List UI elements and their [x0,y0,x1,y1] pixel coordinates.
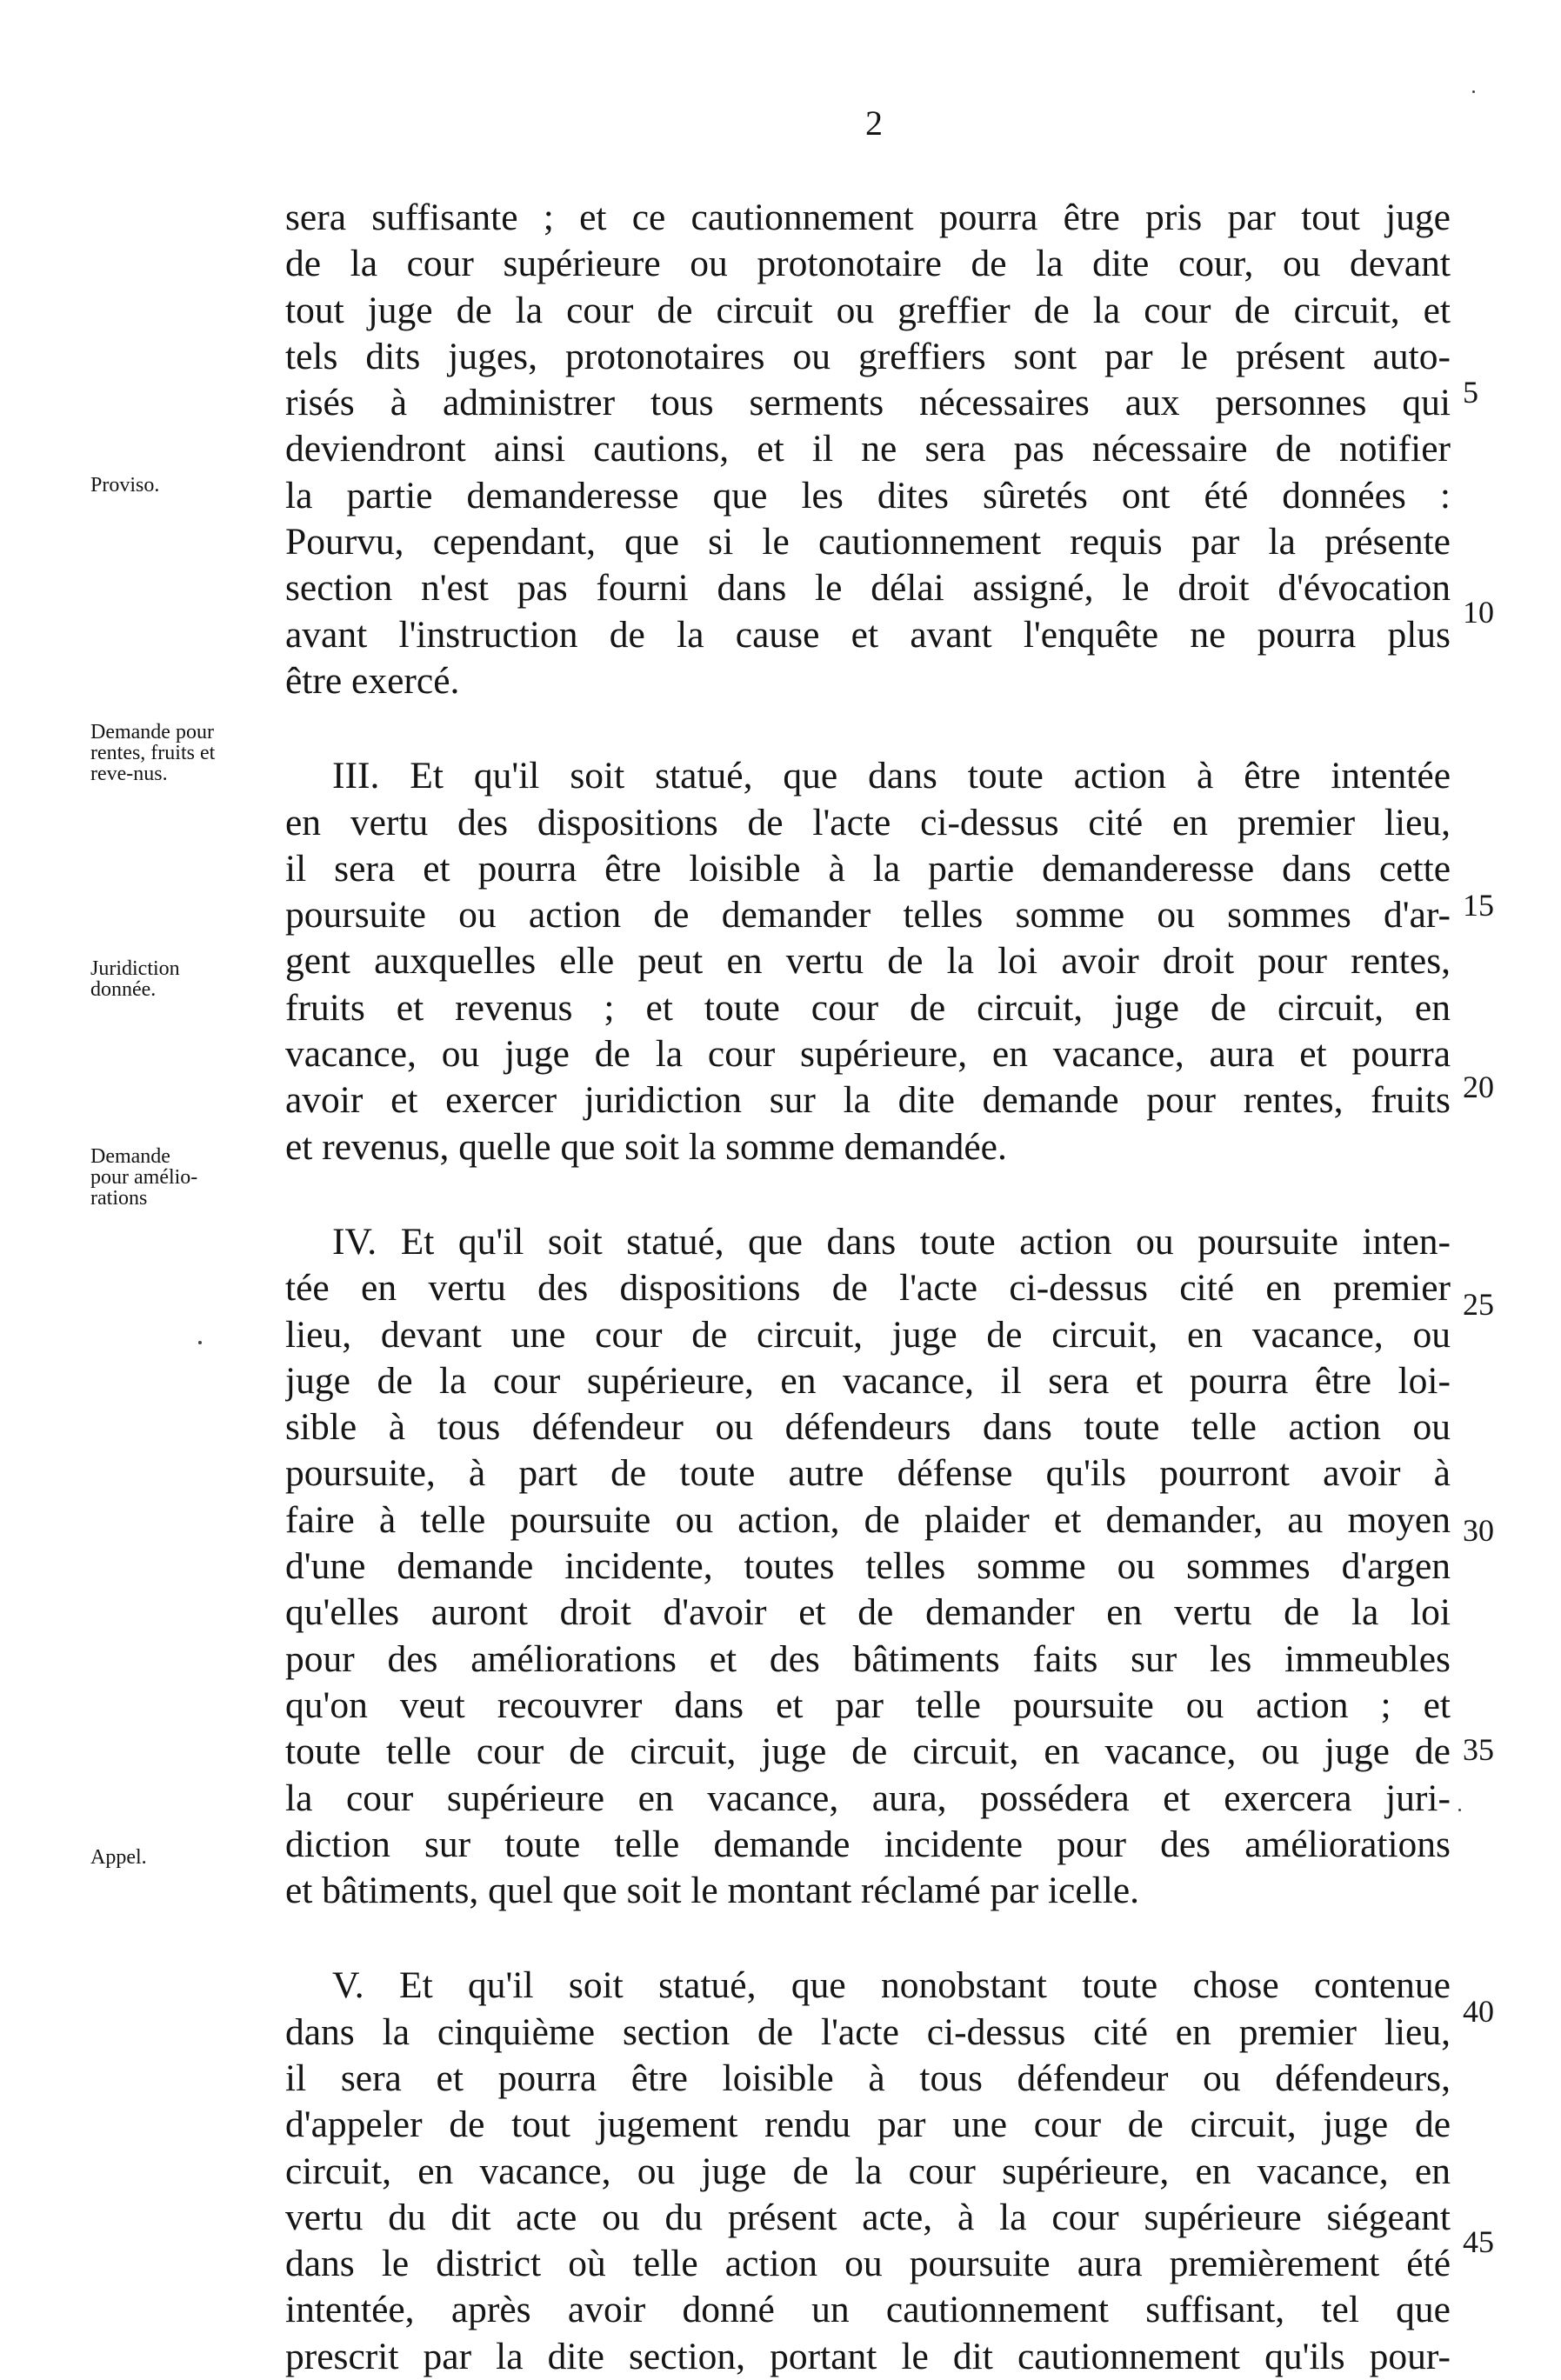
text-line: prescrit par la dite section, portant le dit cautionnement qu'ils pour- [285,2335,1451,2377]
line-number: 45 [1463,2224,1494,2259]
print-speck [198,1341,202,1344]
line-number: 20 [1463,1070,1494,1104]
margin-note-juridiction: Juridiction donnée. [90,957,180,1001]
text-line: intentée, après avoir donné un cautionnement suffisant, tel que [285,2289,1451,2331]
margin-note-demande-rentes: Demande pour rentes, fruits et reve-nus. [90,721,216,785]
text-line: dans le district où telle action ou poursuite aura premièrement été [285,2243,1451,2285]
text-line: poursuite ou action de demander telles somme ou sommes d'ar- [285,894,1451,937]
text-line: la partie demanderesse que les dites sûretés ont été données : [285,474,1451,517]
text-line: Pourvu, cependant, que si le cautionnement requis par la présente [285,521,1451,563]
line-number: 5 [1463,375,1478,410]
text-line: juge de la cour supérieure, en vacance, il sera et pourra être loi- [285,1359,1451,1402]
text-line: tée en vertu des dispositions de l'acte ci-dessus cité en premier [285,1267,1451,1310]
text-line: III. Et qu'il soit statué, que dans toute action à être intentée [332,755,1451,797]
text-line: qu'elles auront droit d'avoir et de demander en vertu de la loi [285,1591,1451,1634]
text-line: de la cour supérieure ou protonotaire de la dite cour, ou devant [285,243,1451,285]
text-line: deviendront ainsi cautions, et il ne sera pas nécessaire de notifier [285,428,1451,470]
text-line: vertu du dit acte ou du présent acte, à la cour supérieure siégeant [285,2196,1451,2238]
text-line: faire à telle poursuite ou action, de plaider et demander, au moyen [285,1498,1451,1541]
text-line: en vertu des dispositions de l'acte ci-dessus cité en premier lieu, [285,801,1451,843]
line-number: 30 [1463,1513,1494,1548]
print-speck [1472,90,1475,93]
text-line: V. Et qu'il soit statué, que nonobstant toute chose contenue [332,1964,1451,2007]
text-line: d'appeler de tout jugement rendu par une cour de circuit, juge de [285,2103,1451,2146]
margin-note-demande-ameliorations: Demande pour amélio-rations [90,1145,198,1210]
text-line: section n'est pas fourni dans le délai assigné, le droit d'évocation [285,567,1451,610]
text-line: sera suffisante ; et ce cautionnement pourra être pris par tout juge [285,197,1451,238]
text-line: risés à administrer tous serments nécessaires aux personnes qui [285,382,1451,424]
print-speck [1458,1809,1461,1811]
paragraph-continuation [285,195,1451,704]
line-number: 40 [1463,1994,1494,2029]
text-line: sible à tous défendeur ou défendeurs dans toute telle action ou [285,1406,1451,1449]
text-line: IV. Et qu'il soit statué, que dans toute action ou poursuite inten- [332,1220,1451,1263]
page-number: 2 [865,103,883,143]
text-line: il sera et pourra être loisible à tous défendeur ou défendeurs, [285,2057,1451,2099]
text-line: avant l'instruction de la cause et avant l'enquête ne pourra plus [285,613,1451,656]
margin-note-proviso: Proviso. [90,474,160,497]
text-line: vacance, ou juge de la cour supérieure, en vacance, aura et pourra [285,1033,1451,1076]
line-number: 10 [1463,595,1494,630]
text-line: tout juge de la cour de circuit ou greffier de la cour de circuit, et [285,289,1451,331]
text-line: circuit, en vacance, ou juge de la cour supérieure, en vacance, en [285,2150,1451,2192]
text-line: il sera et pourra être loisible à la partie demanderesse dans cette [285,847,1451,890]
section-iii [285,753,1451,1170]
section-iv [285,1219,1451,1914]
text-line: gent auxquelles elle peut en vertu de la loi avoir droit pour rentes, [285,940,1451,983]
text-line: d'une demande incidente, toutes telles somme ou sommes d'argen [285,1545,1451,1588]
text-line: toute telle cour de circuit, juge de circuit, en vacance, ou juge de [285,1730,1451,1773]
section-v [285,1963,1451,2380]
text-line: la cour supérieure en vacance, aura, possédera et exercera juri- [285,1777,1451,1819]
body-text [285,195,1451,2380]
text-line: diction sur toute telle demande incidente pour des améliorations [285,1823,1451,1865]
line-number: 35 [1463,1732,1494,1767]
text-line: et bâtiments, quel que soit le montant réclamé par icelle. [285,1870,1140,1912]
text-line: et revenus, quelle que soit la somme demandée. [285,1125,1007,1168]
text-line: pour des améliorations et des bâtiments faits sur les immeubles [285,1637,1451,1680]
text-line: être exercé. [285,659,460,702]
text-line: qu'on veut recouvrer dans et par telle poursuite ou action ; et [285,1683,1451,1726]
text-line: poursuite, à part de toute autre défense qu'ils pourront avoir à [285,1452,1451,1495]
margin-note-appel: Appel. [90,1846,147,1869]
text-line: fruits et revenus ; et toute cour de circuit, juge de circuit, en [285,986,1451,1029]
text-line: avoir et exercer juridiction sur la dite demande pour rentes, fruits [285,1079,1451,1122]
text-line: dans la cinquième section de l'acte ci-dessus cité en premier lieu, [285,2010,1451,2053]
text-line: lieu, devant une cour de circuit, juge de circuit, en vacance, ou [285,1313,1451,1356]
text-line: tels dits juges, protonotaires ou greffiers sont par le présent auto- [285,335,1451,377]
line-number: 15 [1463,888,1494,923]
line-number: 25 [1463,1287,1494,1322]
